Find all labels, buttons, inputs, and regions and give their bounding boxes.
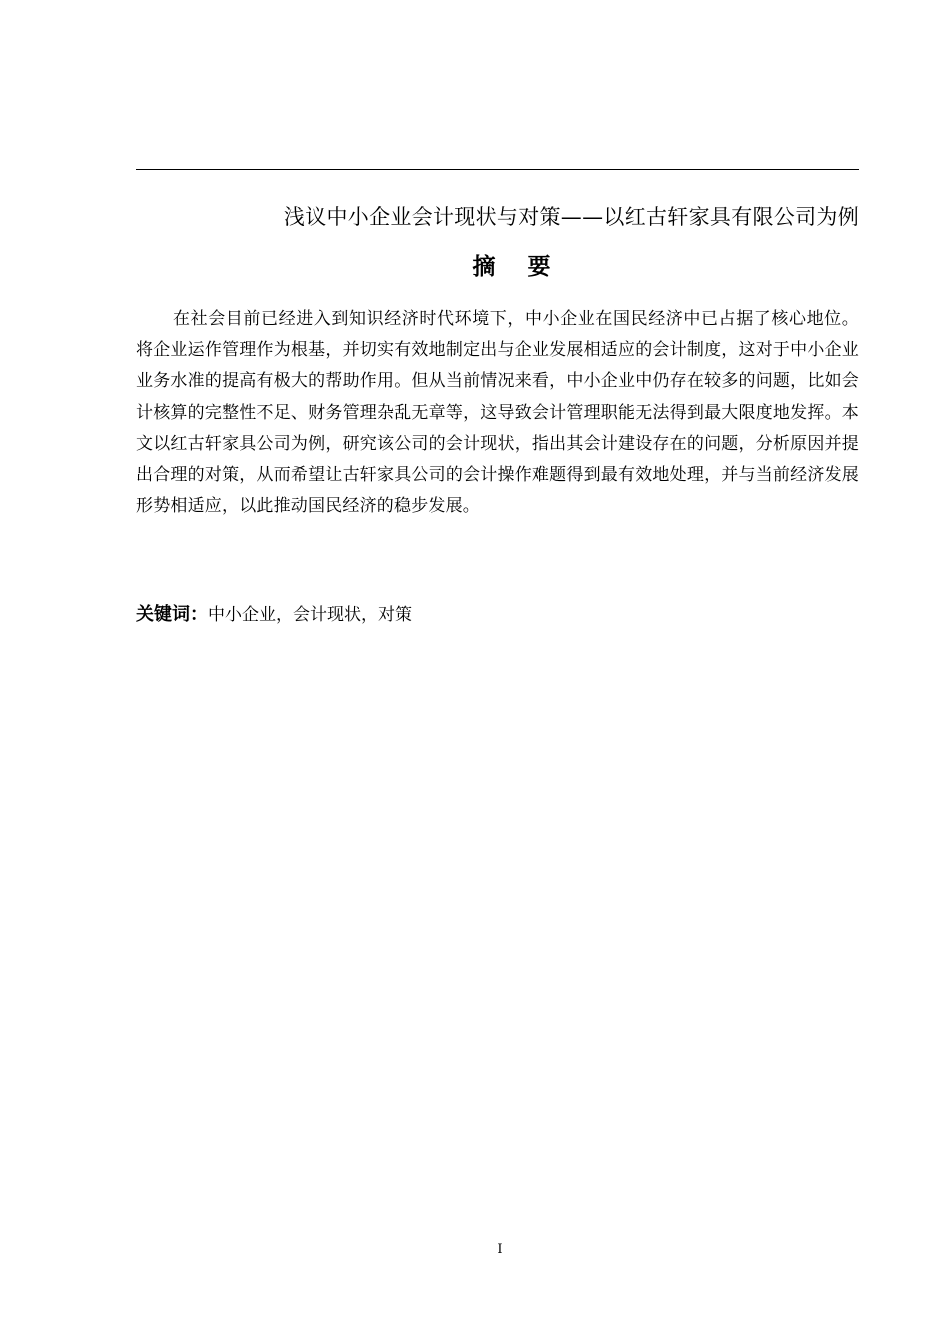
abstract-heading: 摘 要	[472, 254, 563, 280]
header-rule	[136, 169, 859, 170]
keywords-label: 关键词：	[136, 604, 208, 625]
keywords-line	[136, 600, 859, 630]
keywords-value: 中小企业，会计现状，对策	[208, 605, 412, 625]
page-number: I	[497, 1242, 503, 1257]
document-title: 浅议中小企业会计现状与对策——以红古轩家具有限公司为例	[283, 205, 859, 229]
abstract-paragraph: 在社会目前已经进入到知识经济时代环境下，中小企业在国民经济中已占据了核心地位。将企业运作管理作为根基，并切实有效地制定出与企业发展相适应的会计制度，这对于中小企业业务水准的提高有极大的帮助作用。但从当前情况来看，中小企业中仍存在较多的问题，比如会计核算的完整性不足、财务管理杂乱无章等，这导致会计管理职能无法得到最大限度地发挥。本文以红古轩家具公司为例，研究该公司的会计现状，指出其会计建设存在的问题，分析原因并提出合理的对策，从而希望让古轩家具公司的会计操作难题得到最有效地处理，并与当前经济发展形势相适应，以此推动国民经济的稳步发展。	[136, 309, 859, 517]
